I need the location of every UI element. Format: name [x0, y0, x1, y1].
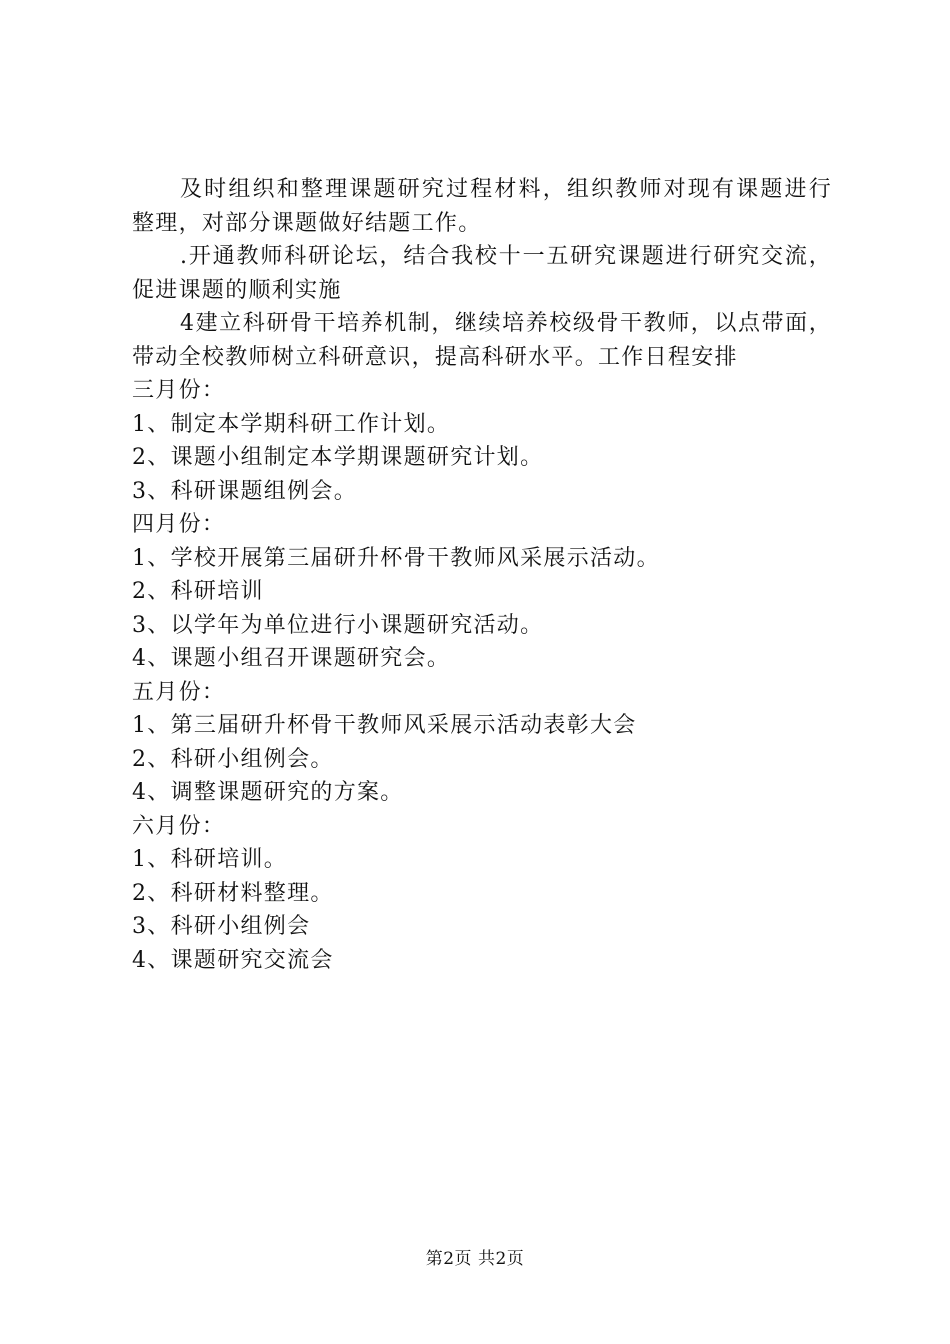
schedule-item: 4、课题研究交流会	[132, 947, 334, 973]
schedule-item: 1、科研培训。	[132, 847, 288, 872]
schedule-item: 1、学校开展第三届研升杯骨干教师风采展示活动。	[132, 545, 660, 571]
schedule-item: 3、科研小组例会	[132, 914, 311, 939]
page-number-footer: 第2页 共2页	[425, 1249, 525, 1269]
schedule-item: 1、制定本学期科研工作计划。	[132, 411, 451, 437]
schedule-item: 2、科研材料整理。	[132, 880, 334, 906]
paragraph-backbone-training: 4建立科研骨干培养机制，继续培养校级骨干教师，以点带面，带动全校教师树立科研意识，提高科研水平。工作日程安排	[132, 311, 832, 370]
month-heading-may: 五月份：	[132, 679, 226, 705]
paragraph-research-materials: 及时组织和整理课题研究过程材料，组织教师对现有课题进行整理，对部分课题做好结题工作。	[132, 177, 832, 236]
schedule-item: 2、课题小组制定本学期课题研究计划。	[132, 445, 544, 470]
document-body	[132, 173, 832, 977]
paragraph-research-forum: .开通教师科研论坛，结合我校十一五研究课题进行研究交流，促进课题的顺利实施	[132, 244, 832, 303]
schedule-item: 4、课题小组召开课题研究会。	[132, 646, 451, 671]
schedule-item: 2、科研小组例会。	[132, 746, 334, 772]
schedule-item: 3、科研课题组例会。	[132, 478, 357, 504]
schedule-item: 4、调整课题研究的方案。	[132, 780, 404, 805]
month-heading-june: 六月份：	[132, 813, 226, 839]
month-heading-april: 四月份：	[132, 512, 226, 537]
month-heading-march: 三月份：	[132, 378, 226, 403]
schedule-item: 2、科研培训	[132, 579, 264, 604]
schedule-item: 1、第三届研升杯骨干教师风采展示活动表彰大会	[132, 713, 637, 738]
schedule-item: 3、以学年为单位进行小课题研究活动。	[132, 612, 544, 638]
